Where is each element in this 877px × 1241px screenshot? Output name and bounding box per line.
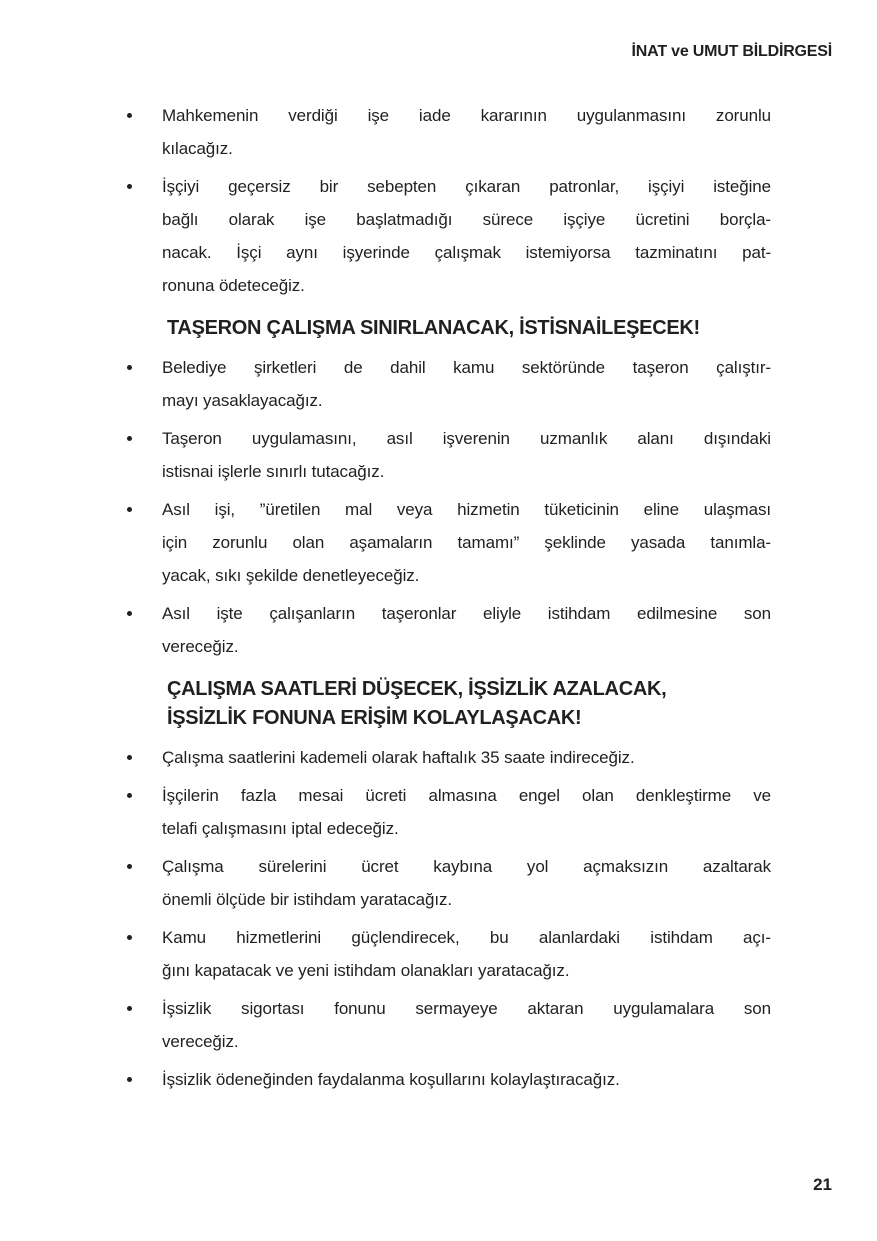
bullet-text-line: Mahkemenin verdiği işe iade kararının uygulanmasını zorunlu	[162, 106, 771, 125]
bullet-text-line: önemli ölçüde bir istihdam yaratacağız.	[162, 890, 452, 909]
bullet-text-line: İşçiyi geçersiz bir sebepten çıkaran patronlar, işçiyi isteğine	[162, 177, 771, 196]
bullet-text-line: yacak, sıkı şekilde denetleyeceğiz.	[162, 566, 420, 585]
bullet-text-line: Belediye şirketleri de dahil kamu sektöründe taşeron çalıştır-	[162, 358, 771, 377]
bullet-text-line: Çalışma saatlerini kademeli olarak haftalık 35 saate indireceğiz.	[162, 748, 635, 767]
bullet-icon	[127, 184, 132, 189]
bullet-item	[162, 992, 771, 1058]
bullet-text-line: nacak. İşçi aynı işyerinde çalışmak istemiyorsa tazminatını pat-	[162, 243, 771, 262]
bullet-text-line: için zorunlu olan aşamaların tamamı” şeklinde yasada tanımla-	[162, 533, 771, 552]
bullet-item	[162, 921, 771, 987]
bullet-text-line: Taşeron uygulamasını, asıl işverenin uzmanlık alanı dışındaki	[162, 429, 771, 448]
bullet-text-line: vereceğiz.	[162, 1032, 239, 1051]
bullet-icon	[127, 1006, 132, 1011]
bullet-text-line: kılacağız.	[162, 139, 233, 158]
bullet-text-line: mayı yasaklayacağız.	[162, 391, 323, 410]
bullet-text-line: vereceğiz.	[162, 637, 239, 656]
bullet-text-line: telafi çalışmasını iptal edeceğiz.	[162, 819, 399, 838]
document-body	[162, 99, 771, 1096]
page-footer	[813, 1175, 832, 1195]
bullet-item	[162, 493, 771, 592]
running-header	[632, 43, 832, 61]
bullet-text-line: ğını kapatacak ve yeni istihdam olanakları yaratacağız.	[162, 961, 570, 980]
bullet-icon	[127, 436, 132, 441]
bullet-text-line: İşçilerin fazla mesai ücreti almasına engel olan denkleştirme ve	[162, 786, 771, 805]
bullet-text-line: Çalışma sürelerini ücret kaybına yol açmaksızın azaltarak	[162, 857, 771, 876]
bullet-item	[162, 597, 771, 663]
bullet-text-line: Asıl işi, ”üretilen mal veya hizmetin tüketicinin eline ulaşması	[162, 500, 771, 519]
bullet-item	[162, 741, 771, 774]
bullet-item	[162, 170, 771, 302]
section-heading	[167, 675, 771, 733]
bullet-icon	[127, 793, 132, 798]
bullet-group	[162, 351, 771, 663]
bullet-text-line: ronuna ödeteceğiz.	[162, 276, 305, 295]
bullet-icon	[127, 365, 132, 370]
bullet-item	[162, 422, 771, 488]
bullet-icon	[127, 1077, 132, 1082]
bullet-text-line: İşsizlik sigortası fonunu sermayeye aktaran uygulamalara son	[162, 999, 771, 1018]
bullet-icon	[127, 611, 132, 616]
bullet-item	[162, 779, 771, 845]
section-heading-line: İŞSİZLİK FONUNA ERİŞİM KOLAYLAŞACAK!	[167, 707, 582, 729]
bullet-group	[162, 741, 771, 1096]
section-heading-line: TAŞERON ÇALIŞMA SINIRLANACAK, İSTİSNAİLEŞECEK!	[167, 317, 700, 339]
bullet-text-line: Asıl işte çalışanların taşeronlar eliyle istihdam edilmesine son	[162, 604, 771, 623]
running-header-text: İNAT ve UMUT BİLDİRGESİ	[631, 43, 832, 60]
bullet-item	[162, 99, 771, 165]
bullet-text-line: Kamu hizmetlerini güçlendirecek, bu alanlardaki istihdam açı-	[162, 928, 771, 947]
bullet-text-line: İşsizlik ödeneğinden faydalanma koşullarını kolaylaştıracağız.	[162, 1070, 620, 1089]
bullet-text-line: istisnai işlerle sınırlı tutacağız.	[162, 462, 385, 481]
bullet-icon	[127, 864, 132, 869]
bullet-item	[162, 1063, 771, 1096]
section-heading-line: ÇALIŞMA SAATLERİ DÜŞECEK, İŞSİZLİK AZALACAK,	[167, 678, 667, 700]
bullet-icon	[127, 113, 132, 118]
bullet-group	[162, 99, 771, 302]
bullet-icon	[127, 935, 132, 940]
bullet-text-line: bağlı olarak işe başlatmadığı sürece işçiye ücretini borçla-	[162, 210, 771, 229]
bullet-icon	[127, 507, 132, 512]
page-number: 21	[813, 1175, 832, 1194]
bullet-icon	[127, 755, 132, 760]
bullet-item	[162, 850, 771, 916]
section-heading	[167, 314, 771, 343]
bullet-item	[162, 351, 771, 417]
